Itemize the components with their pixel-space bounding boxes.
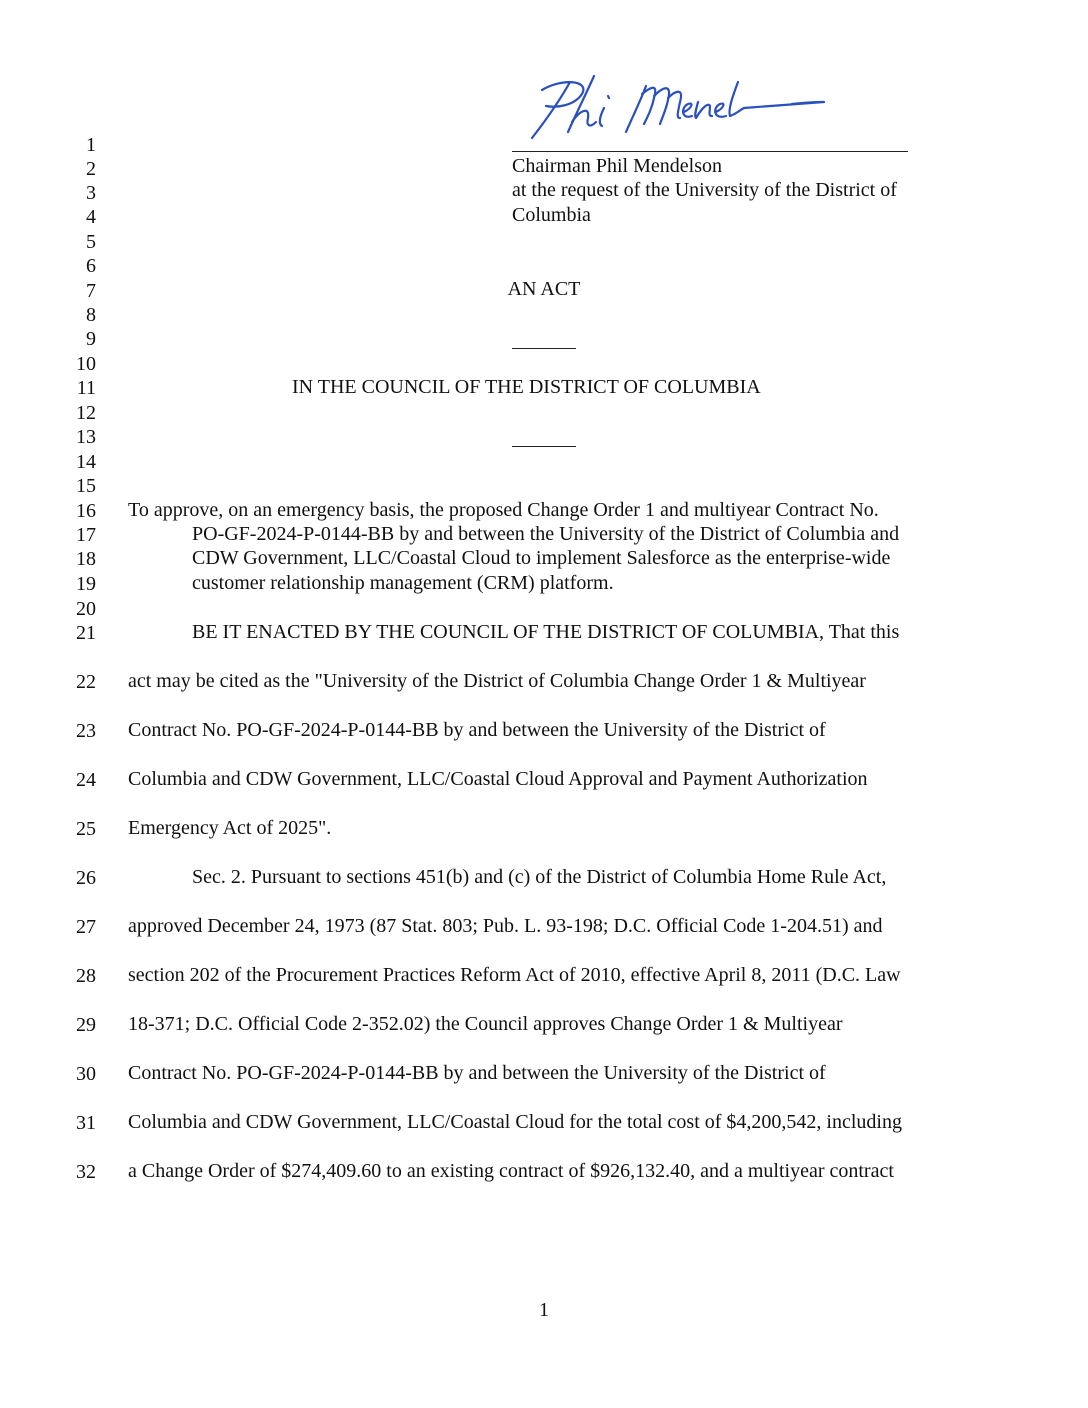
body-line: approved December 24, 1973 (87 Stat. 803; Pub. L. 93-198; D.C. Official Code 1-204.51) and (128, 915, 883, 937)
line-number: 23 (76, 720, 96, 742)
act-title: AN ACT (507, 278, 581, 300)
line-number: 7 (86, 280, 96, 302)
body-line: Contract No. PO-GF-2024-P-0144-BB by and between the University of the District of (128, 719, 826, 741)
line-number: 18 (76, 548, 96, 570)
line-number: 5 (86, 231, 96, 253)
line-number: 3 (86, 182, 96, 204)
line-number: 1 (86, 134, 96, 156)
line-number: 15 (76, 475, 96, 497)
sponsor-request-line: Columbia (512, 204, 591, 226)
line-number: 13 (76, 426, 96, 448)
line-number: 16 (76, 500, 96, 522)
line-number: 21 (76, 622, 96, 644)
line-number: 11 (76, 377, 96, 399)
line-number: 32 (76, 1161, 96, 1183)
line-number: 6 (86, 255, 96, 277)
line-number: 19 (76, 573, 96, 595)
purpose-line: customer relationship management (CRM) platform. (192, 572, 614, 594)
line-number: 22 (76, 671, 96, 693)
line-number: 31 (76, 1112, 96, 1134)
line-number: 30 (76, 1063, 96, 1085)
line-number: 28 (76, 965, 96, 987)
body-line: Columbia and CDW Government, LLC/Coastal Cloud for the total cost of $4,200,542, including (128, 1111, 902, 1133)
line-number: 10 (76, 353, 96, 375)
line-number: 24 (76, 769, 96, 791)
line-number: 8 (86, 304, 96, 326)
sponsor-request-line: at the request of the University of the District of (512, 179, 897, 201)
line-number: 2 (86, 158, 96, 180)
line-number: 9 (86, 328, 96, 350)
body-line: 18-371; D.C. Official Code 2-352.02) the Council approves Change Order 1 & Multiyear (128, 1013, 843, 1035)
purpose-line: PO-GF-2024-P-0144-BB by and between the University of the District of Columbia and (192, 523, 900, 545)
line-number: 29 (76, 1014, 96, 1036)
line-number: 26 (76, 867, 96, 889)
line-number: 20 (76, 598, 96, 620)
council-heading: IN THE COUNCIL OF THE DISTRICT OF COLUMBIA (292, 376, 761, 398)
line-number: 25 (76, 818, 96, 840)
handwritten-signature (512, 72, 908, 154)
line-number: 27 (76, 916, 96, 938)
signature-line (512, 151, 908, 152)
divider (512, 446, 576, 447)
line-number: 14 (76, 451, 96, 473)
body-line: BE IT ENACTED BY THE COUNCIL OF THE DISTRICT OF COLUMBIA, That this (192, 621, 900, 643)
divider (512, 348, 576, 349)
body-line: Columbia and CDW Government, LLC/Coastal Cloud Approval and Payment Authorization (128, 768, 868, 790)
purpose-line: CDW Government, LLC/Coastal Cloud to implement Salesforce as the enterprise-wide (192, 547, 891, 569)
body-line: Contract No. PO-GF-2024-P-0144-BB by and between the University of the District of (128, 1062, 826, 1084)
body-line: Sec. 2. Pursuant to sections 451(b) and (c) of the District of Columbia Home Rule Act, (192, 866, 887, 888)
line-number: 12 (76, 402, 96, 424)
line-number: 4 (86, 206, 96, 228)
body-line: act may be cited as the "University of the District of Columbia Change Order 1 & Multiyear (128, 670, 866, 692)
purpose-line: To approve, on an emergency basis, the proposed Change Order 1 and multiyear Contract No. (128, 499, 879, 521)
page-number: 1 (539, 1299, 549, 1321)
body-line: section 202 of the Procurement Practices Reform Act of 2010, effective April 8, 2011 (D.C. Law (128, 964, 901, 986)
line-number: 17 (76, 524, 96, 546)
body-line: a Change Order of $274,409.60 to an existing contract of $926,132.40, and a multiyear contract (128, 1160, 894, 1182)
sponsor-name: Chairman Phil Mendelson (512, 155, 722, 177)
body-line: Emergency Act of 2025". (128, 817, 332, 839)
